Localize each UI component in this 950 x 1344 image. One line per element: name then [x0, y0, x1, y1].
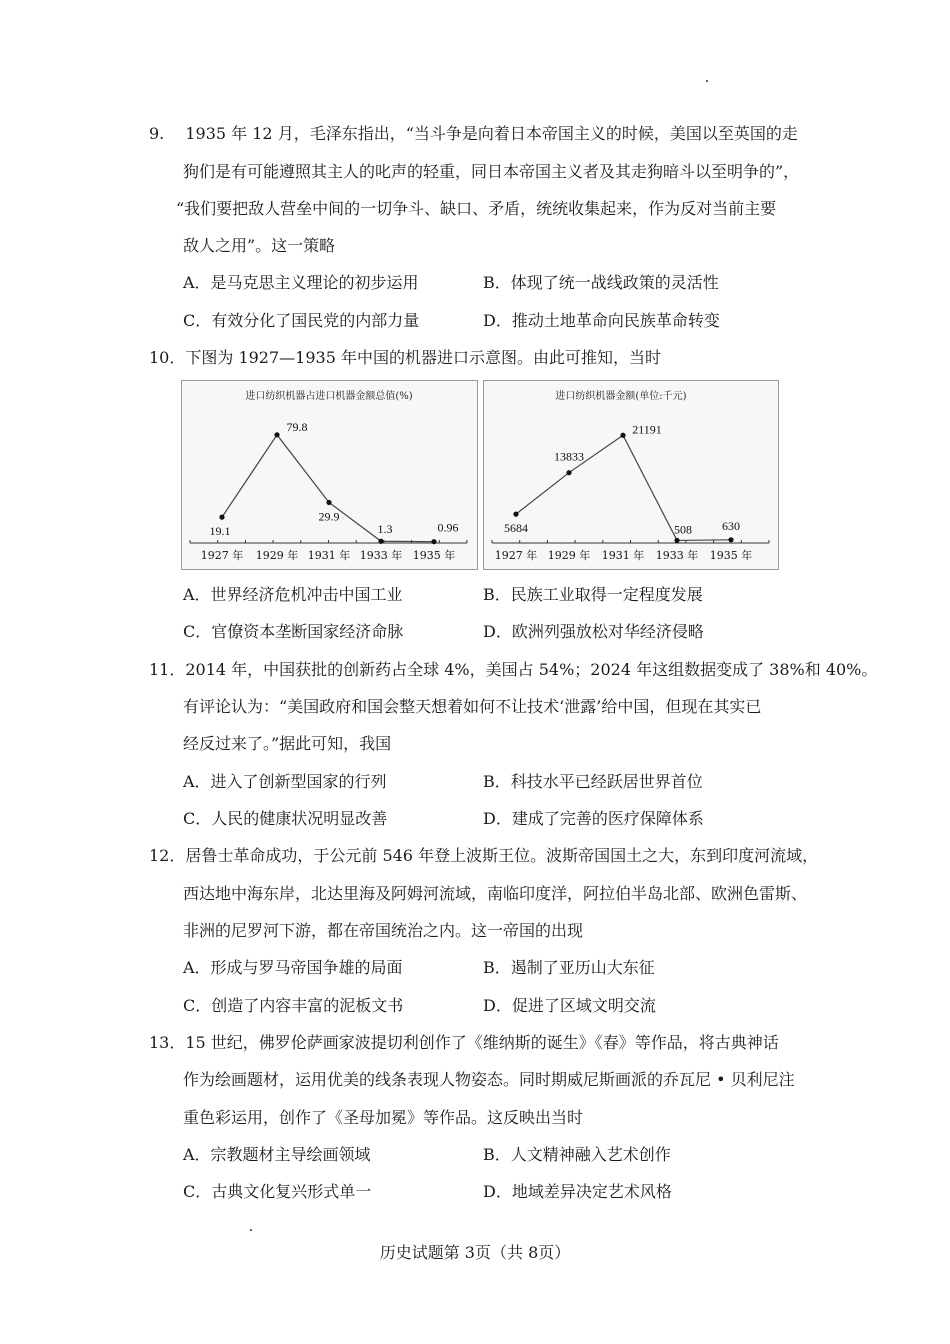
question-text: “我们要把敌人营垒中间的一切争斗、缺口、矛盾，统统收集起来，作为反对当前主要 — [176, 199, 777, 218]
chart-textile-share — [181, 380, 478, 570]
data-point — [513, 512, 518, 517]
option-b: B．遏制了亚历山大东征 — [483, 958, 655, 977]
chart-title: 进口纺织机器占进口机器金额总值(%) — [245, 391, 413, 402]
data-label: 21191 — [632, 422, 662, 437]
question-text: 9. 1935 年 12 月，毛泽东指出，“当斗争是向着日本帝国主义的时候，美国以至英国的走 — [149, 124, 798, 143]
question-text: 有评论认为：“美国政府和国会整天想着如何不让技术‘泄露’给中国，但现在其实已 — [183, 697, 762, 716]
data-point — [326, 500, 331, 505]
option-a: A．宗教题材主导绘画领域 — [183, 1145, 371, 1164]
data-point — [674, 538, 679, 543]
data-point — [566, 470, 571, 475]
option-c: C．人民的健康状况明显改善 — [183, 809, 388, 828]
chart-title: 进口纺织机器金额(单位:千元) — [555, 391, 687, 402]
data-point — [274, 432, 279, 437]
data-point — [431, 539, 436, 544]
option-a: A．世界经济危机冲击中国工业 — [183, 585, 403, 604]
x-tick-label: 1927 年 — [494, 549, 538, 562]
option-d: D．推动土地革命向民族革命转变 — [483, 311, 720, 330]
option-d: D．促进了区域文明交流 — [483, 996, 656, 1015]
option-a: A．形成与罗马帝国争雄的局面 — [183, 958, 403, 977]
option-c: C．古典文化复兴形式单一 — [183, 1182, 372, 1201]
data-label: 29.9 — [318, 509, 340, 524]
question-text: 作为绘画题材，运用优美的线条表现人物姿态。同时期威尼斯画派的乔瓦尼 • 贝利尼注 — [183, 1070, 795, 1089]
data-label: 19.1 — [209, 524, 231, 539]
x-tick-label: 1935 年 — [709, 549, 753, 562]
option-d: D．欧洲列强放松对华经济侵略 — [483, 622, 704, 641]
data-label: 79.8 — [286, 419, 308, 434]
question-text: 敌人之用”。这一策略 — [183, 236, 336, 255]
scan-dot — [250, 1229, 252, 1231]
chart-textile-share-svg — [182, 381, 477, 569]
x-tick-label: 1931 年 — [601, 549, 645, 562]
x-tick-label: 1931 年 — [307, 549, 351, 562]
option-c: C．创造了内容丰富的泥板文书 — [183, 996, 404, 1015]
option-b: B．人文精神融入艺术创作 — [483, 1145, 671, 1164]
data-label: 508 — [674, 522, 692, 537]
x-tick-label: 1933 年 — [655, 549, 699, 562]
option-b: B．体现了统一战线政策的灵活性 — [483, 273, 719, 292]
data-point — [219, 515, 224, 520]
data-label: 630 — [722, 518, 740, 533]
series-line — [516, 435, 731, 540]
data-point — [620, 433, 625, 438]
x-tick-label: 1933 年 — [359, 549, 403, 562]
x-tick-label: 1929 年 — [255, 549, 299, 562]
option-c: C．官僚资本垄断国家经济命脉 — [183, 622, 404, 641]
scan-dot — [706, 80, 708, 82]
data-label: 13833 — [554, 449, 584, 464]
option-b: B．民族工业取得一定程度发展 — [483, 585, 703, 604]
chart-textile-amount-svg — [484, 381, 778, 569]
x-tick-label: 1927 年 — [200, 549, 244, 562]
question-text: 13．15 世纪，佛罗伦萨画家波提切利创作了《维纳斯的诞生》《春》等作品，将古典神话 — [149, 1033, 779, 1052]
option-a: A．是马克思主义理论的初步运用 — [183, 273, 419, 292]
data-label: 1.3 — [377, 522, 393, 537]
data-label: 5684 — [504, 521, 528, 536]
data-point — [728, 537, 733, 542]
question-text: 11．2014 年，中国获批的创新药占全球 4%，美国占 54%；2024 年这组数据变成了 38%和 40%。 — [149, 660, 878, 679]
option-d: D．建成了完善的医疗保障体系 — [483, 809, 704, 828]
x-tick-label: 1935 年 — [412, 549, 456, 562]
option-d: D．地域差异决定艺术风格 — [483, 1182, 672, 1201]
question-text: 西达地中海东岸，北达里海及阿姆河流域，南临印度洋，阿拉伯半岛北部、欧洲色雷斯、 — [183, 884, 808, 903]
data-label: 0.96 — [437, 520, 459, 535]
option-c: C．有效分化了国民党的内部力量 — [183, 311, 420, 330]
option-b: B．科技水平已经跃居世界首位 — [483, 772, 703, 791]
option-a: A．进入了创新型国家的行列 — [183, 772, 387, 791]
question-text: 12．居鲁士革命成功，于公元前 546 年登上波斯王位。波斯帝国国土之大，东到印度河流域， — [149, 846, 819, 865]
question-text: 狗们是有可能遵照其主人的叱声的轻重，同日本帝国主义者及其走狗暗斗以至明争的”， — [183, 162, 800, 181]
x-tick-label: 1929 年 — [547, 549, 591, 562]
series-line — [222, 435, 434, 542]
question-text: 10．下图为 1927—1935 年中国的机器进口示意图。由此可推知，当时 — [149, 348, 661, 367]
question-text: 非洲的尼罗河下游，都在帝国统治之内。这一帝国的出现 — [183, 921, 584, 940]
chart-textile-amount — [483, 380, 779, 570]
question-text: 经反过来了。”据此可知，我国 — [183, 734, 392, 753]
question-text: 重色彩运用，创作了《圣母加冕》等作品。这反映出当时 — [183, 1108, 584, 1127]
page-footer: 历史试题第 3页（共 8页） — [379, 1243, 571, 1262]
data-point — [378, 539, 383, 544]
